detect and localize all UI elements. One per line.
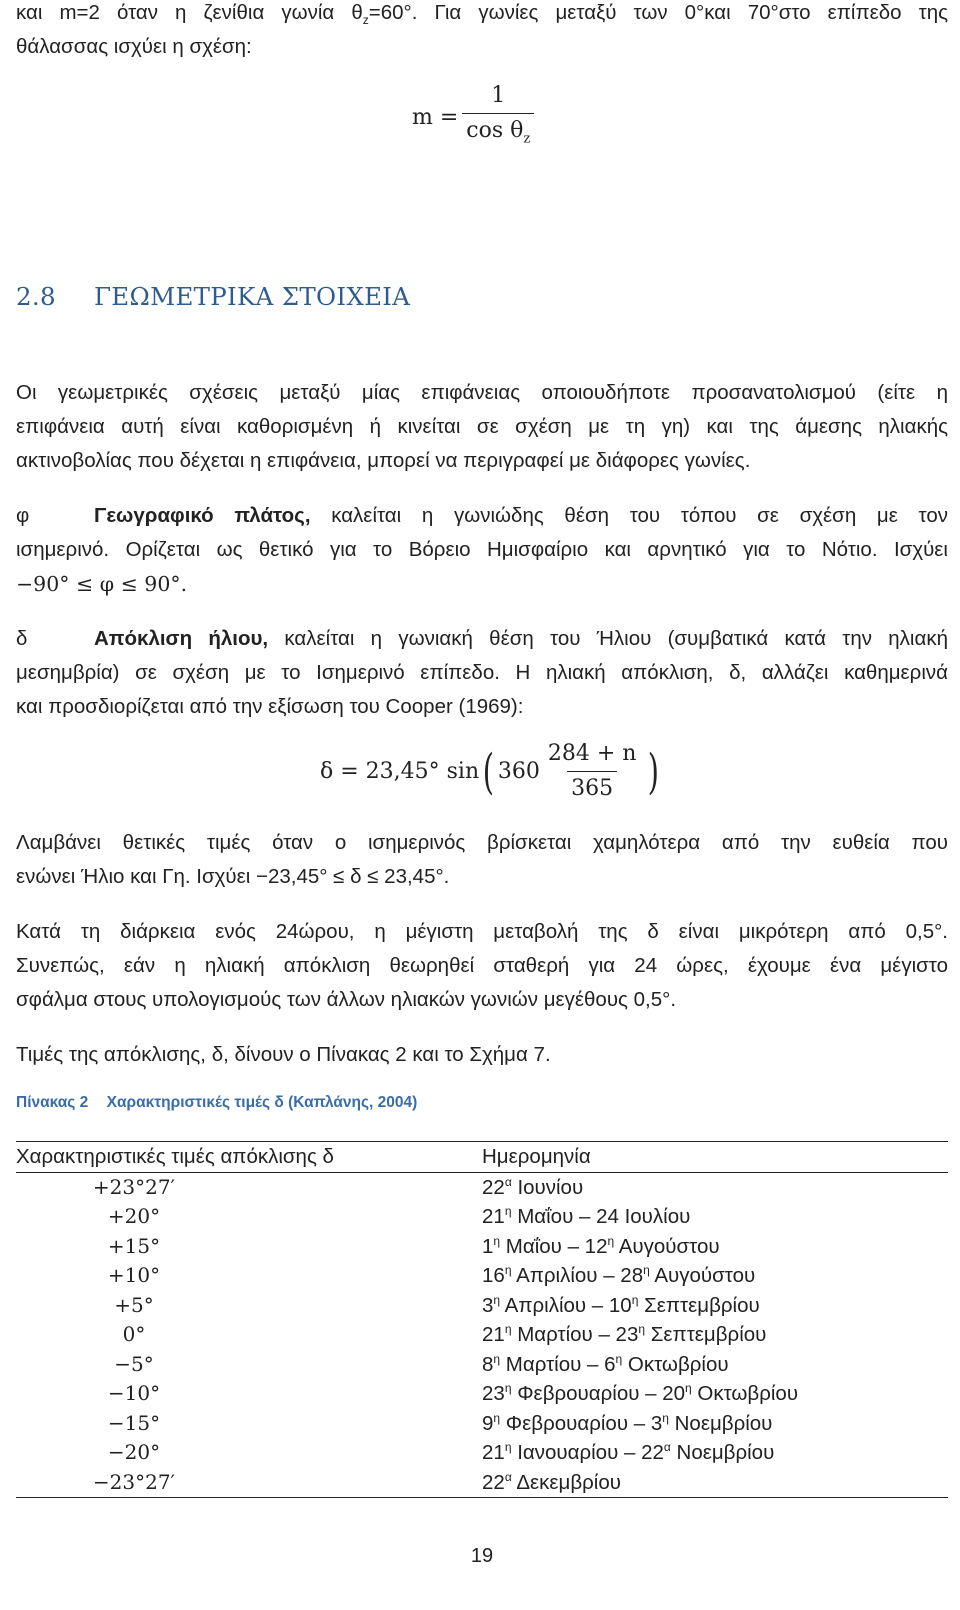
section-number: 2.8 <box>16 282 56 311</box>
table-row <box>16 1291 948 1321</box>
declination-value: 0° <box>122 1322 146 1346</box>
declination-value: +5° <box>114 1292 154 1317</box>
variation-paragraph-line-1: Κατά τη διάρκεια ενός 24ώρου, η μέγιστη μεταβολή της δ είναι μικρότερη από 0,5°. <box>16 920 948 943</box>
table-header-date: Ημερομηνία <box>482 1142 948 1173</box>
date-range: $21^\eta$ Ιανουαρίου – $22^\alpha$ Νοεμβρίου <box>482 1440 775 1464</box>
delta-term: Απόκλιση ήλιου, <box>94 627 269 650</box>
date-range: $1^\eta$ Μαΐου – $12^\eta$ Αυγούστου <box>482 1233 720 1258</box>
delta-definition-line-1: δ Απόκλιση ήλιου, καλείται η γωνιακή θέση του Ήλιου (συμβατικά κατά την ηλιακή <box>16 622 948 656</box>
section-heading <box>16 282 410 311</box>
date-range: $3^\eta$ Απριλίου – $10^\eta$ Σεπτεμβρίου <box>482 1292 760 1317</box>
delta-symbol: δ <box>16 627 28 650</box>
table-row <box>16 1261 948 1291</box>
date-range: $21^\eta$ Μαΐου – 24 Ιουλίου <box>482 1204 691 1228</box>
open-paren: ( <box>482 743 495 800</box>
phi-definition-line-1: φ Γεωγραφικό πλάτος, καλείται η γωνιώδης θέση του τόπου σε σχέση με τον <box>16 499 948 533</box>
date-range: $16^\eta$ Απριλίου – $28^\eta$ Αυγούστου <box>482 1263 756 1287</box>
table-row <box>16 1350 948 1380</box>
geom-paragraph-line-3: ακτινοβολίας που δέχεται η επιφάνεια, μπορεί να περιγραφεί με διάφορες γωνίες. <box>16 449 751 472</box>
formula-m-numerator: 1 <box>491 83 506 108</box>
cooper-lhs: δ = 23,45° sin <box>320 759 480 784</box>
variation-paragraph-line-3: σφάλμα στους υπολογισμούς των άλλων ηλιακών γωνιών μεγέθους 0,5°. <box>16 988 677 1011</box>
declination-value: +15° <box>107 1233 161 1258</box>
date-range: $22^\alpha$ Ιουνίου <box>482 1174 584 1199</box>
table-header-row <box>16 1142 948 1173</box>
cooper-numerator: 284 + n <box>547 741 637 766</box>
date-range: $8^\eta$ Μαρτίου – $6^\eta$ Οκτωβρίου <box>482 1351 729 1376</box>
table-row <box>16 1409 948 1439</box>
table-row <box>16 1172 948 1202</box>
phi-definition-line-2: ισημερινό. Ορίζεται ως θετικό για το Βόρειο Ημισφαίριο και αρνητικό για το Νότιο. Ισχύει <box>16 538 948 561</box>
intro-line-1: και m=2 όταν η ζενίθια γωνία $\theta_z=60^\circ$. Για γωνίες μεταξύ των 0°και 70°στο επίπεδο της <box>16 1 948 28</box>
declination-value: +23°27′ <box>92 1174 176 1199</box>
declination-value: −20° <box>107 1440 161 1464</box>
delta-definition-line-2: μεσημβρία) σε σχέση με το Ισημερινό επίπεδο. Η ηλιακή απόκλιση, δ, αλλάζει καθημερινά <box>16 661 948 684</box>
positive-paragraph-line-2: ενώνει Ήλιο και Γη. Ισχύει −23,45° ≤ δ ≤ 23,45°. <box>16 865 450 888</box>
date-range: $22^\alpha$ Δεκεμβρίου <box>482 1468 948 1498</box>
phi-term: Γεωγραφικό πλάτος, <box>94 504 311 527</box>
intro-line-2: θάλασσας ισχύει η σχέση: <box>16 35 252 58</box>
declination-value: −10° <box>107 1381 161 1405</box>
page-number: 19 <box>470 1545 494 1567</box>
table-caption <box>16 1094 417 1112</box>
declination-table <box>16 1141 948 1498</box>
phi-definition-line-3: −90° ≤ φ ≤ 90°. <box>16 572 188 596</box>
airmass-formula <box>412 82 538 153</box>
table-row <box>16 1232 948 1262</box>
phi-symbol: φ <box>16 504 30 527</box>
table-caption-text: Χαρακτηριστικές τιμές δ (Καπλάνης, 2004) <box>106 1094 418 1111</box>
cooper-fraction <box>544 740 641 803</box>
geom-paragraph-line-2: επιφάνεια αυτή είναι καθορισμένη ή κινείται σε σχέση με τη γη) και της άμεσης ηλιακής <box>16 415 948 438</box>
table-row <box>16 1320 948 1350</box>
geom-paragraph-line-1: Οι γεωμετρικές σχέσεις μεταξύ μίας επιφάνειας οποιουδήποτε προσανατολισμού (είτε η <box>16 381 948 404</box>
cooper-inner: 360 <box>497 759 540 784</box>
formula-m-denominator: $\cos \theta_z$ <box>462 113 534 153</box>
formula-m-fraction <box>462 82 534 153</box>
table-caption-label: Πίνακας 2 <box>16 1094 89 1111</box>
delta-definition-line-3: και προσδιορίζεται από την εξίσωση του Cooper (1969): <box>16 695 524 718</box>
cooper-formula <box>320 740 663 803</box>
values-paragraph: Τιμές της απόκλισης, δ, δίνουν ο Πίνακας 2 και το Σχήμα 7. <box>16 1043 551 1066</box>
declination-value: −5° <box>114 1351 154 1376</box>
table-row <box>16 1202 948 1232</box>
date-range: $23^\eta$ Φεβρουαρίου – $20^\eta$ Οκτωβρίου <box>482 1381 799 1405</box>
formula-m-lhs: m = <box>412 105 459 131</box>
close-paren: ) <box>648 743 660 800</box>
section-title: ΓΕΩΜΕΤΡΙΚΑ ΣΤΟΙΧΕΙΑ <box>93 282 411 311</box>
table-row <box>16 1438 948 1468</box>
positive-paragraph-line-1: Λαμβάνει θετικές τιμές όταν ο ισημερινός βρίσκεται χαμηλότερα από την ευθεία που <box>16 831 948 854</box>
cooper-denominator: 365 <box>567 771 617 803</box>
variation-paragraph-line-2: Συνεπώς, εάν η ηλιακή απόκλιση θεωρηθεί σταθερή για 24 ώρες, έχουμε ένα μέγιστο <box>16 954 948 977</box>
date-range: $21^\eta$ Μαρτίου – $23^\eta$ Σεπτεμβρίου <box>482 1322 767 1346</box>
table-row <box>16 1468 948 1498</box>
date-range: $9^\eta$ Φεβρουαρίου – $3^\eta$ Νοεμβρίου <box>482 1410 773 1435</box>
declination-value: +10° <box>107 1263 161 1287</box>
table-header-values: Χαρακτηριστικές τιμές απόκλισης δ <box>16 1142 482 1173</box>
table-row <box>16 1379 948 1409</box>
declination-value: −15° <box>107 1410 161 1435</box>
declination-value: −23°27′ <box>16 1468 482 1498</box>
declination-value: +20° <box>107 1204 161 1228</box>
